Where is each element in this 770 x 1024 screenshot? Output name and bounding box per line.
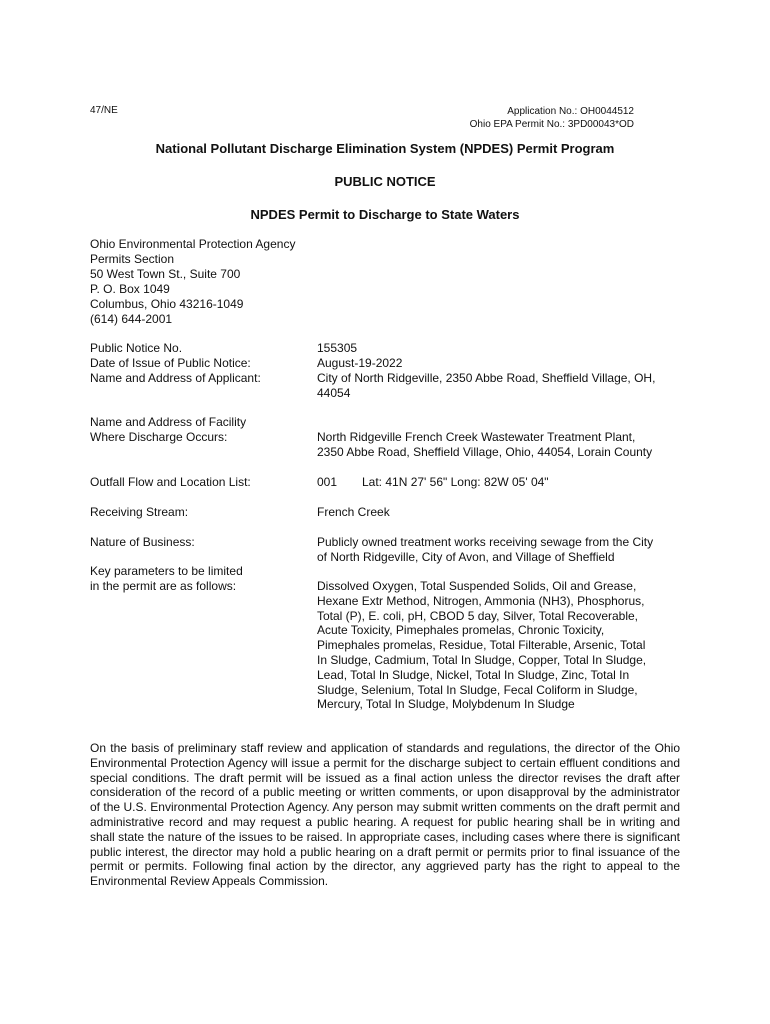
ohio-epa-permit-number: Ohio EPA Permit No.: 3PD00043*OD	[469, 119, 634, 130]
notice-title: PUBLIC NOTICE	[334, 174, 436, 189]
field-value: 155305	[317, 341, 358, 355]
field-label: Public Notice No.	[90, 341, 183, 355]
label-line: Name and Address of Facility	[90, 415, 247, 429]
outfall-location: Lat: 41N 27' 56" Long: 82W 05' 04"	[362, 475, 549, 489]
field-value	[317, 579, 679, 712]
label-line: in the permit are as follows:	[90, 578, 237, 593]
field-value	[317, 371, 679, 401]
application-number: Application No.: OH0044512	[507, 106, 634, 117]
label-line: Key parameters to be limited	[90, 564, 243, 578]
value-line: 2350 Abbe Road, Sheffield Village, Ohio, 44054, Lorain County	[317, 444, 653, 459]
field-label: Receiving Stream:	[90, 505, 189, 519]
field-value	[317, 475, 679, 490]
field-label	[90, 415, 310, 445]
header-code: 47/NE	[90, 105, 118, 116]
agency-line: 50 West Town St., Suite 700	[90, 267, 241, 281]
value-line: of North Ridgeville, City of Avon, and Village of Sheffield	[317, 549, 615, 564]
value-line: Publicly owned treatment works receiving sewage from the City	[317, 535, 654, 549]
field-label: Nature of Business:	[90, 535, 195, 549]
agency-address-block	[90, 237, 295, 327]
value-line: In Sludge, Cadmium, Total In Sludge, Copper, Total In Sludge,	[317, 652, 647, 667]
field-value	[317, 430, 679, 460]
value-line: Lead, Total In Sludge, Nickel, Total In Sludge, Zinc, Total In	[317, 667, 630, 682]
value-line: City of North Ridgeville, 2350 Abbe Road, Sheffield Village, OH,	[317, 371, 656, 385]
value-line: Acute Toxicity, Pimephales promelas, Chronic Toxicity,	[317, 623, 605, 638]
field-label: Date of Issue of Public Notice:	[90, 356, 251, 370]
field-value: French Creek	[317, 505, 390, 519]
agency-line: Columbus, Ohio 43216-1049	[90, 297, 244, 311]
program-title: National Pollutant Discharge Elimination System (NPDES) Permit Program	[155, 141, 615, 156]
field-label: Name and Address of Applicant:	[90, 371, 261, 385]
value-line: Mercury, Total In Sludge, Molybdenum In Sludge	[317, 697, 575, 712]
permit-numbers	[470, 105, 634, 131]
field-label: Outfall Flow and Location List:	[90, 475, 251, 489]
body-paragraph: On the basis of preliminary staff review and application of standards and regulations, the director of the Ohio Environmental Protection Agency will issue a permit for the discharge subject to certain effluent conditions and special conditions. The draft permit will be issued as a final action unless the director revises the draft after consideration of the record of a public meeting or written comments, or upon disapproval by the administrator of the U.S. Environmental Protection Agency. Any person may submit written comments on the draft permit and administrative record and may request a public hearing. A request for public hearing shall be in writing and shall state the nature of the issues to be raised. In appropriate cases, including cases where there is significant public interest, the director may hold a public hearing on a draft permit or permits prior to final issuance of the permit or permits. Following final action by the director, any aggrieved party has the right to appeal to the Environmental Review Appeals Commission.	[90, 741, 680, 889]
value-line: Sludge, Selenium, Total In Sludge, Fecal Coliform in Sludge,	[317, 682, 638, 697]
label-line: Where Discharge Occurs:	[90, 429, 228, 444]
agency-line: Ohio Environmental Protection Agency	[90, 237, 296, 251]
outfall-number: 001	[317, 475, 338, 489]
field-label	[90, 564, 310, 594]
value-line: Total (P), E. coli, pH, CBOD 5 day, Silver, Total Recoverable,	[317, 608, 639, 623]
value-line: North Ridgeville French Creek Wastewater Treatment Plant,	[317, 430, 636, 444]
field-value: August-19-2022	[317, 356, 403, 370]
value-line: Dissolved Oxygen, Total Suspended Solids, Oil and Grease,	[317, 579, 637, 593]
value-line: 44054	[317, 385, 351, 400]
permit-title: NPDES Permit to Discharge to State Waters	[250, 207, 520, 222]
field-value	[317, 535, 679, 565]
agency-line: P. O. Box 1049	[90, 282, 170, 296]
agency-line: (614) 644-2001	[90, 312, 173, 326]
value-line: Hexane Extr Method, Nitrogen, Ammonia (NH3), Phosphorus,	[317, 593, 645, 608]
agency-line: Permits Section	[90, 252, 175, 266]
value-line: Pimephales promelas, Residue, Total Filterable, Arsenic, Total	[317, 638, 646, 653]
